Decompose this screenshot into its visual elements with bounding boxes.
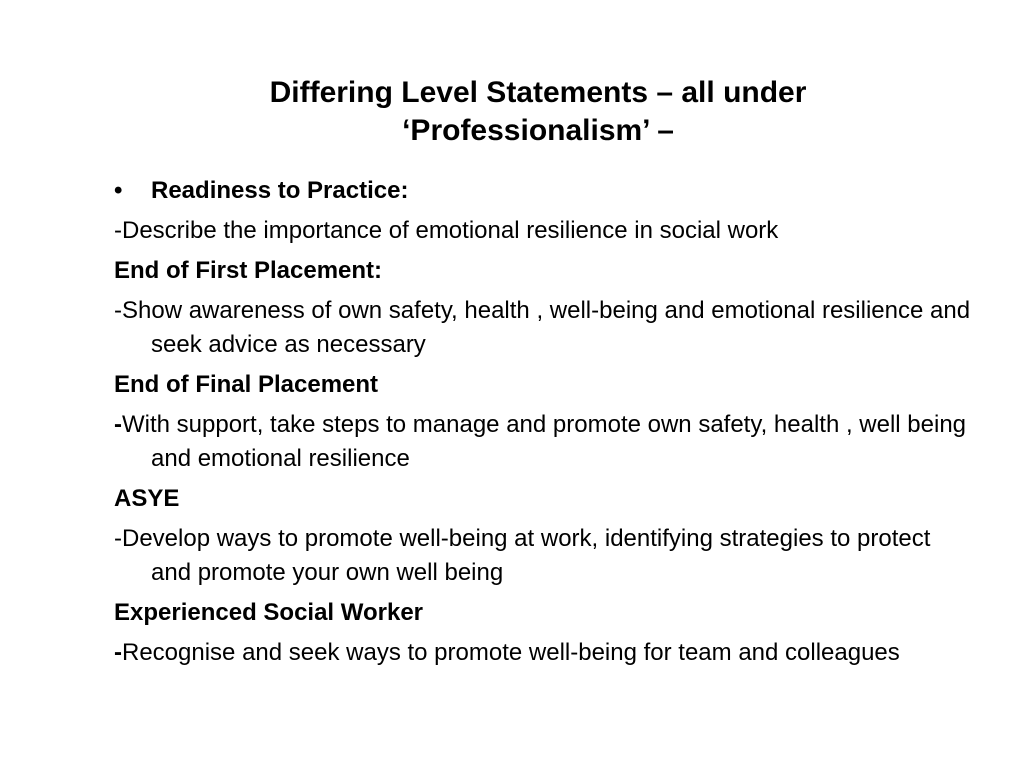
statement-asye: -Develop ways to promote well-being at work, identifying strategies to protect and promote your own well being (114, 525, 931, 586)
statement-readiness: -Describe the importance of emotional resilience in social work (114, 217, 779, 244)
heading-text: Readiness to Practice: (151, 177, 409, 204)
dash-mark: - (114, 639, 122, 666)
heading-asye: ASYE (114, 485, 180, 512)
heading-readiness-to-practice (114, 174, 974, 208)
slide-title-line-1: Differing Level Statements – all under (269, 76, 807, 109)
heading-end-of-first-placement: End of First Placement: (114, 257, 383, 284)
dash-mark: - (114, 411, 122, 438)
slide-body (114, 174, 974, 676)
statement-experienced-social-worker (114, 636, 974, 670)
statement-first-placement: -Show awareness of own safety, health , well-being and emotional resilience and seek advice as necessary (114, 297, 971, 358)
bullet-icon: • (114, 177, 123, 204)
statement-text: Recognise and seek ways to promote well-being for team and colleagues (122, 639, 900, 666)
slide-title (180, 74, 896, 150)
heading-experienced-social-worker: Experienced Social Worker (114, 599, 424, 626)
slide-title-line-2: ‘Professionalism’ – (402, 114, 674, 147)
heading-end-of-final-placement: End of Final Placement (114, 371, 379, 398)
statement-final-placement (114, 408, 974, 476)
statement-text: With support, take steps to manage and promote own safety, health , well being and emotional resilience (122, 411, 967, 472)
